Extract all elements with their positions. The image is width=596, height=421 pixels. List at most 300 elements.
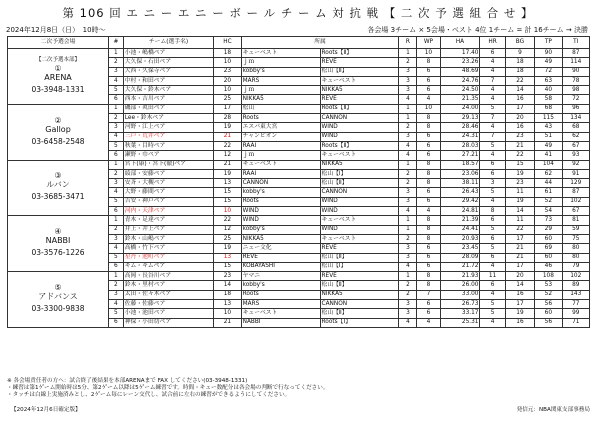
best-game: 21 bbox=[505, 141, 534, 150]
affiliation-1: Roots bbox=[241, 197, 320, 206]
team-name: 青木・足達ペア bbox=[123, 216, 214, 225]
total-points: 56 bbox=[535, 318, 562, 327]
team-name: 宮下(康)・宮下(徹)ペア bbox=[123, 160, 214, 169]
high-average: 18.57 bbox=[440, 160, 480, 169]
col-r: R bbox=[399, 37, 417, 49]
total-innings: 78 bbox=[562, 76, 589, 85]
high-average: 25.31 bbox=[440, 318, 480, 327]
high-run: 5 bbox=[480, 244, 505, 253]
total-innings: 71 bbox=[562, 318, 589, 327]
total-points: 43 bbox=[535, 123, 562, 132]
rank: 4 bbox=[399, 151, 417, 160]
high-run: 7 bbox=[480, 76, 505, 85]
win-points: 8 bbox=[417, 225, 440, 234]
team-name: 安斉・大槻ペア bbox=[123, 179, 214, 188]
total-points: 108 bbox=[535, 272, 562, 281]
high-run: 5 bbox=[480, 141, 505, 150]
total-innings: 68 bbox=[562, 123, 589, 132]
affiliation-2: WIND bbox=[320, 225, 399, 234]
best-game: 17 bbox=[505, 262, 534, 271]
high-run: 5 bbox=[480, 225, 505, 234]
team-name: 大西・久保寺ペア bbox=[123, 67, 214, 76]
rank: 2 bbox=[399, 281, 417, 290]
col-wp: WP bbox=[417, 37, 440, 49]
affiliation-1: ｊｍ bbox=[241, 151, 320, 160]
team-name: 西本・吉川ペア bbox=[123, 95, 214, 104]
win-points: 6 bbox=[417, 309, 440, 318]
handicap: 12 bbox=[214, 151, 241, 160]
handicap: 25 bbox=[214, 234, 241, 243]
total-points: 56 bbox=[535, 300, 562, 309]
team-name: 吉安・神戸ペア bbox=[123, 197, 214, 206]
best-game: 14 bbox=[505, 86, 534, 95]
high-average: 28.03 bbox=[440, 141, 480, 150]
win-points: 6 bbox=[417, 262, 440, 271]
affiliation-1: kobby's bbox=[241, 67, 320, 76]
affiliation-1: Roots bbox=[241, 290, 320, 299]
total-innings: 143 bbox=[562, 290, 589, 299]
affiliation-1: ニュー文化 bbox=[241, 244, 320, 253]
handicap: 21 bbox=[214, 132, 241, 141]
high-run: 8 bbox=[480, 207, 505, 216]
total-points: 72 bbox=[535, 67, 562, 76]
total-points: 61 bbox=[535, 188, 562, 197]
team-no: 6 bbox=[109, 207, 124, 216]
team-name: 三戸・荒井ペア bbox=[123, 132, 214, 141]
team-name: 磯部・眞田ペア bbox=[123, 104, 214, 113]
affiliation-2: Roots【Ⅱ】 bbox=[320, 49, 399, 58]
high-average: 24.50 bbox=[440, 86, 480, 95]
total-innings: 59 bbox=[562, 225, 589, 234]
venue-cell bbox=[8, 272, 109, 328]
venue-phone: 03-3300-9838 bbox=[31, 304, 85, 314]
affiliation-1: ｊｍ bbox=[241, 58, 320, 67]
best-game: 22 bbox=[505, 76, 534, 85]
rank: 2 bbox=[399, 179, 417, 188]
best-game: 18 bbox=[505, 67, 534, 76]
col-affiliation: 所属 bbox=[241, 37, 399, 49]
best-game: 20 bbox=[505, 272, 534, 281]
team-name: 星丹・池町ペア bbox=[123, 253, 214, 262]
team-no: 3 bbox=[109, 234, 124, 243]
col-tp: TP bbox=[535, 37, 562, 49]
high-run: 4 bbox=[480, 197, 505, 206]
total-points: 60 bbox=[535, 234, 562, 243]
affiliation-1: MARS bbox=[241, 76, 320, 85]
venue-name: アドバンス bbox=[38, 292, 78, 302]
affiliation-2: WIND bbox=[320, 123, 399, 132]
win-points: 6 bbox=[417, 197, 440, 206]
total-points: 69 bbox=[535, 244, 562, 253]
total-points: 40 bbox=[535, 86, 562, 95]
high-run: 4 bbox=[480, 86, 505, 95]
best-game: 19 bbox=[505, 169, 534, 178]
venue-number: ④ bbox=[54, 227, 62, 237]
high-average: 26.43 bbox=[440, 188, 480, 197]
total-innings: 134 bbox=[562, 114, 589, 123]
total-points: 90 bbox=[535, 49, 562, 58]
team-no: 6 bbox=[109, 151, 124, 160]
high-run: 7 bbox=[480, 132, 505, 141]
handicap: 15 bbox=[214, 262, 241, 271]
venue-phone: 03-3576-1226 bbox=[31, 248, 85, 258]
best-game: 16 bbox=[505, 290, 534, 299]
high-run: 5 bbox=[480, 188, 505, 197]
high-run: 6 bbox=[480, 234, 505, 243]
affiliation-2: CANNON bbox=[320, 114, 399, 123]
high-average: 24.41 bbox=[440, 225, 480, 234]
team-name: 大久保・鈴木ペア bbox=[123, 86, 214, 95]
team-no: 6 bbox=[109, 318, 124, 327]
handicap: 13 bbox=[214, 300, 241, 309]
team-name: 鈴木・里村ペア bbox=[123, 281, 214, 290]
affiliation-1: ヤマニ bbox=[241, 272, 320, 281]
handicap: 10 bbox=[214, 309, 241, 318]
affiliation-1: KOBAYASHI bbox=[241, 262, 320, 271]
best-game: 16 bbox=[505, 318, 534, 327]
affiliation-2: 松山【Ⅱ】 bbox=[320, 309, 399, 318]
win-points: 8 bbox=[417, 216, 440, 225]
high-average: 27.21 bbox=[440, 151, 480, 160]
high-average: 24.81 bbox=[440, 207, 480, 216]
high-run: 7 bbox=[480, 114, 505, 123]
win-points: 8 bbox=[417, 234, 440, 243]
team-name: 神保・小田切ペア bbox=[123, 318, 214, 327]
handicap: 10 bbox=[214, 58, 241, 67]
high-average: 33.17 bbox=[440, 309, 480, 318]
win-points: 8 bbox=[417, 123, 440, 132]
rank: 1 bbox=[399, 160, 417, 169]
handicap: 28 bbox=[214, 114, 241, 123]
win-points: 6 bbox=[417, 76, 440, 85]
handicap: 22 bbox=[214, 141, 241, 150]
best-game: 9 bbox=[505, 49, 534, 58]
rank: 1 bbox=[399, 49, 417, 58]
total-points: 49 bbox=[535, 58, 562, 67]
note-line: ・タッチは白線上実施済みとし、2ゲーム毎にレーン交代し、試合前に左右の練習ができるようにしてください。 bbox=[7, 392, 291, 398]
affiliation-2: NIKKA5 bbox=[320, 290, 399, 299]
handicap: 21 bbox=[214, 160, 241, 169]
win-points: 8 bbox=[417, 114, 440, 123]
best-game: 16 bbox=[505, 123, 534, 132]
high-run: 4 bbox=[480, 67, 505, 76]
team-no: 1 bbox=[109, 104, 124, 113]
total-innings: 75 bbox=[562, 234, 589, 243]
team-name: 鈴木・山嶋ペア bbox=[123, 234, 214, 243]
team-no: 1 bbox=[109, 216, 124, 225]
affiliation-1: NIKKA5 bbox=[241, 95, 320, 104]
team-name: 小池・池田ペア bbox=[123, 309, 214, 318]
team-no: 1 bbox=[109, 272, 124, 281]
handicap: 13 bbox=[214, 253, 241, 262]
high-run: 6 bbox=[480, 160, 505, 169]
best-game: 19 bbox=[505, 197, 534, 206]
total-points: 62 bbox=[535, 169, 562, 178]
team-no: 1 bbox=[109, 160, 124, 169]
affiliation-2: NIKKA5 bbox=[320, 86, 399, 95]
high-average: 26.73 bbox=[440, 300, 480, 309]
col-number: # bbox=[109, 37, 124, 49]
affiliation-2: WIND bbox=[320, 197, 399, 206]
rank: 2 bbox=[399, 290, 417, 299]
updated-note: 【2024年12月6日確定版】 bbox=[11, 407, 81, 413]
bracket-body bbox=[8, 49, 590, 328]
venue-name: ARENA bbox=[44, 72, 72, 82]
total-innings: 98 bbox=[562, 86, 589, 95]
handicap: 18 bbox=[214, 49, 241, 58]
win-points: 6 bbox=[417, 188, 440, 197]
best-game: 23 bbox=[505, 179, 534, 188]
rank: 3 bbox=[399, 132, 417, 141]
handicap: 20 bbox=[214, 76, 241, 85]
affiliation-2: REVE bbox=[320, 272, 399, 281]
team-row bbox=[8, 160, 590, 169]
affiliation-2: 松山【Ⅱ】 bbox=[320, 253, 399, 262]
total-points: 52 bbox=[535, 197, 562, 206]
handicap: 13 bbox=[214, 179, 241, 188]
high-average: 29.13 bbox=[440, 114, 480, 123]
handicap: 18 bbox=[214, 290, 241, 299]
team-no: 2 bbox=[109, 225, 124, 234]
win-points: 10 bbox=[417, 49, 440, 58]
total-innings: 87 bbox=[562, 49, 589, 58]
best-game: 16 bbox=[505, 95, 534, 104]
handicap: 21 bbox=[214, 318, 241, 327]
team-name: 小池・嶋橋ペア bbox=[123, 49, 214, 58]
team-row bbox=[8, 49, 590, 58]
handicap: 17 bbox=[214, 104, 241, 113]
col-bg: BG bbox=[505, 37, 534, 49]
total-innings: 99 bbox=[562, 309, 589, 318]
high-average: 21.93 bbox=[440, 272, 480, 281]
affiliation-2: キューベスト bbox=[320, 234, 399, 243]
venue-phone: 03-3948-1331 bbox=[31, 84, 85, 94]
total-points: 60 bbox=[535, 253, 562, 262]
win-points: 8 bbox=[417, 281, 440, 290]
high-run: 4 bbox=[480, 58, 505, 67]
handicap: 15 bbox=[214, 188, 241, 197]
affiliation-2: 松山【Ⅱ】 bbox=[320, 179, 399, 188]
team-no: 5 bbox=[109, 253, 124, 262]
affiliation-2: CANNON bbox=[320, 300, 399, 309]
win-points: 6 bbox=[417, 253, 440, 262]
affiliation-2: キューベスト bbox=[320, 151, 399, 160]
team-no: 3 bbox=[109, 67, 124, 76]
affiliation-1: キューベスト bbox=[241, 160, 320, 169]
best-game: 23 bbox=[505, 132, 534, 141]
total-innings: 62 bbox=[562, 132, 589, 141]
total-innings: 92 bbox=[562, 160, 589, 169]
high-average: 17.40 bbox=[440, 49, 480, 58]
total-innings: 102 bbox=[562, 272, 589, 281]
rank: 3 bbox=[399, 188, 417, 197]
affiliation-2: WIND bbox=[320, 132, 399, 141]
team-name: 太田・佐々木ペア bbox=[123, 290, 214, 299]
col-ha: HA bbox=[440, 37, 480, 49]
handicap: 19 bbox=[214, 169, 241, 178]
venue-header: 【二次予選本部】 bbox=[36, 56, 81, 63]
high-average: 48.69 bbox=[440, 67, 480, 76]
affiliation-2: 松山【Ⅰ】 bbox=[320, 169, 399, 178]
venue-phone: 03-3685-3471 bbox=[31, 192, 85, 202]
high-average: 23.26 bbox=[440, 58, 480, 67]
affiliation-1: キューベスト bbox=[241, 309, 320, 318]
affiliation-2: 松山【Ⅱ】 bbox=[320, 281, 399, 290]
affiliation-2: キューベスト bbox=[320, 76, 399, 85]
high-run: 4 bbox=[480, 290, 505, 299]
venue-cell bbox=[8, 49, 109, 105]
win-points: 6 bbox=[417, 67, 440, 76]
high-average: 24.00 bbox=[440, 104, 480, 113]
header-row bbox=[8, 37, 590, 49]
event-date: 2024年12月8日（日） 10時～ bbox=[6, 26, 106, 34]
best-game: 19 bbox=[505, 309, 534, 318]
team-name: 中村・和田ペア bbox=[123, 76, 214, 85]
team-no: 4 bbox=[109, 76, 124, 85]
team-name: 瀬野・巾ペア bbox=[123, 151, 214, 160]
team-no: 2 bbox=[109, 281, 124, 290]
team-no: 3 bbox=[109, 123, 124, 132]
col-hc: HC bbox=[214, 37, 241, 49]
total-innings: 72 bbox=[562, 95, 589, 104]
affiliation-1: CANNON bbox=[241, 179, 320, 188]
best-game: 22 bbox=[505, 151, 534, 160]
total-points: 46 bbox=[535, 262, 562, 271]
high-run: 5 bbox=[480, 104, 505, 113]
total-points: 60 bbox=[535, 309, 562, 318]
team-name: Lee・鈴木ペア bbox=[123, 114, 214, 123]
rank: 3 bbox=[399, 67, 417, 76]
affiliation-1: kobby's bbox=[241, 281, 320, 290]
team-name: 井上・井上ペア bbox=[123, 225, 214, 234]
affiliation-2: 松山【Ⅱ】 bbox=[320, 67, 399, 76]
handicap: 14 bbox=[214, 281, 241, 290]
team-row bbox=[8, 272, 590, 281]
total-innings: 91 bbox=[562, 169, 589, 178]
high-run: 6 bbox=[480, 216, 505, 225]
team-name: 大久保・石田ペア bbox=[123, 58, 214, 67]
venue-phone: 03-6458-2548 bbox=[31, 136, 85, 146]
team-no: 5 bbox=[109, 86, 124, 95]
rank: 4 bbox=[399, 141, 417, 150]
handicap: 25 bbox=[214, 95, 241, 104]
high-run: 6 bbox=[480, 281, 505, 290]
high-average: 24.76 bbox=[440, 76, 480, 85]
affiliation-1: エスパ東大宮 bbox=[241, 123, 320, 132]
total-points: 104 bbox=[535, 160, 562, 169]
affiliation-1: NIKKA5 bbox=[241, 234, 320, 243]
affiliation-2: キューベスト bbox=[320, 216, 399, 225]
affiliation-2: REVE bbox=[320, 95, 399, 104]
team-no: 3 bbox=[109, 290, 124, 299]
rank: 1 bbox=[399, 104, 417, 113]
best-game: 15 bbox=[505, 160, 534, 169]
high-run: 3 bbox=[480, 179, 505, 188]
venue-cell bbox=[8, 216, 109, 272]
handicap: 10 bbox=[214, 207, 241, 216]
team-name: キム・キムペア bbox=[123, 262, 214, 271]
high-run: 4 bbox=[480, 123, 505, 132]
total-innings: 90 bbox=[562, 67, 589, 76]
rank: 3 bbox=[399, 244, 417, 253]
high-run: 6 bbox=[480, 49, 505, 58]
best-game: 14 bbox=[505, 207, 534, 216]
venue-name: ルバン bbox=[46, 180, 70, 190]
total-points: 54 bbox=[535, 207, 562, 216]
team-no: 3 bbox=[109, 179, 124, 188]
win-points: 6 bbox=[417, 300, 440, 309]
win-points: 8 bbox=[417, 58, 440, 67]
high-run: 6 bbox=[480, 169, 505, 178]
win-points: 6 bbox=[417, 141, 440, 150]
rank: 3 bbox=[399, 86, 417, 95]
total-innings: 80 bbox=[562, 244, 589, 253]
best-game: 22 bbox=[505, 225, 534, 234]
affiliation-2: REVE bbox=[320, 58, 399, 67]
win-points: 6 bbox=[417, 244, 440, 253]
affiliation-1: kobby's bbox=[241, 188, 320, 197]
team-name: 大野・藤間ペア bbox=[123, 188, 214, 197]
team-no: 6 bbox=[109, 95, 124, 104]
high-run: 4 bbox=[480, 318, 505, 327]
team-name: 佐藤・佐藤ペア bbox=[123, 300, 214, 309]
affiliation-1: RAAI bbox=[241, 141, 320, 150]
rank: 2 bbox=[399, 58, 417, 67]
total-points: 68 bbox=[535, 104, 562, 113]
affiliation-1: NABBI bbox=[241, 318, 320, 327]
team-name: 高橋・竹下ペア bbox=[123, 244, 214, 253]
rank: 3 bbox=[399, 309, 417, 318]
rank: 1 bbox=[399, 225, 417, 234]
high-average: 28.46 bbox=[440, 123, 480, 132]
team-name: 秋葉・目時ペア bbox=[123, 141, 214, 150]
total-innings: 87 bbox=[562, 188, 589, 197]
affiliation-1: kobby's bbox=[241, 225, 320, 234]
handicap: 23 bbox=[214, 272, 241, 281]
total-innings: 80 bbox=[562, 253, 589, 262]
affiliation-1: キューベスト bbox=[241, 49, 320, 58]
handicap: 22 bbox=[214, 216, 241, 225]
venue-name: Gallop bbox=[45, 124, 71, 134]
total-points: 58 bbox=[535, 95, 562, 104]
handicap: 10 bbox=[214, 86, 241, 95]
team-no: 2 bbox=[109, 58, 124, 67]
total-innings: 102 bbox=[562, 197, 589, 206]
affiliation-2: Roots【Ⅱ】 bbox=[320, 141, 399, 150]
high-average: 26.00 bbox=[440, 281, 480, 290]
best-game: 21 bbox=[505, 253, 534, 262]
affiliation-1: チャンピオン bbox=[241, 132, 320, 141]
rank: 4 bbox=[399, 318, 417, 327]
high-average: 28.09 bbox=[440, 253, 480, 262]
affiliation-1: WIND bbox=[241, 216, 320, 225]
handicap: 23 bbox=[214, 67, 241, 76]
total-points: 51 bbox=[535, 132, 562, 141]
total-points: 52 bbox=[535, 290, 562, 299]
team-no: 4 bbox=[109, 132, 124, 141]
venue-number: ② bbox=[54, 115, 62, 125]
rank: 1 bbox=[399, 114, 417, 123]
total-points: 53 bbox=[535, 281, 562, 290]
rank: 2 bbox=[399, 234, 417, 243]
win-points: 4 bbox=[417, 318, 440, 327]
rank: 3 bbox=[399, 197, 417, 206]
best-game: 17 bbox=[505, 234, 534, 243]
total-innings: 77 bbox=[562, 300, 589, 309]
total-innings: 67 bbox=[562, 141, 589, 150]
team-name: 河野・江上ペア bbox=[123, 123, 214, 132]
high-average: 33.00 bbox=[440, 290, 480, 299]
